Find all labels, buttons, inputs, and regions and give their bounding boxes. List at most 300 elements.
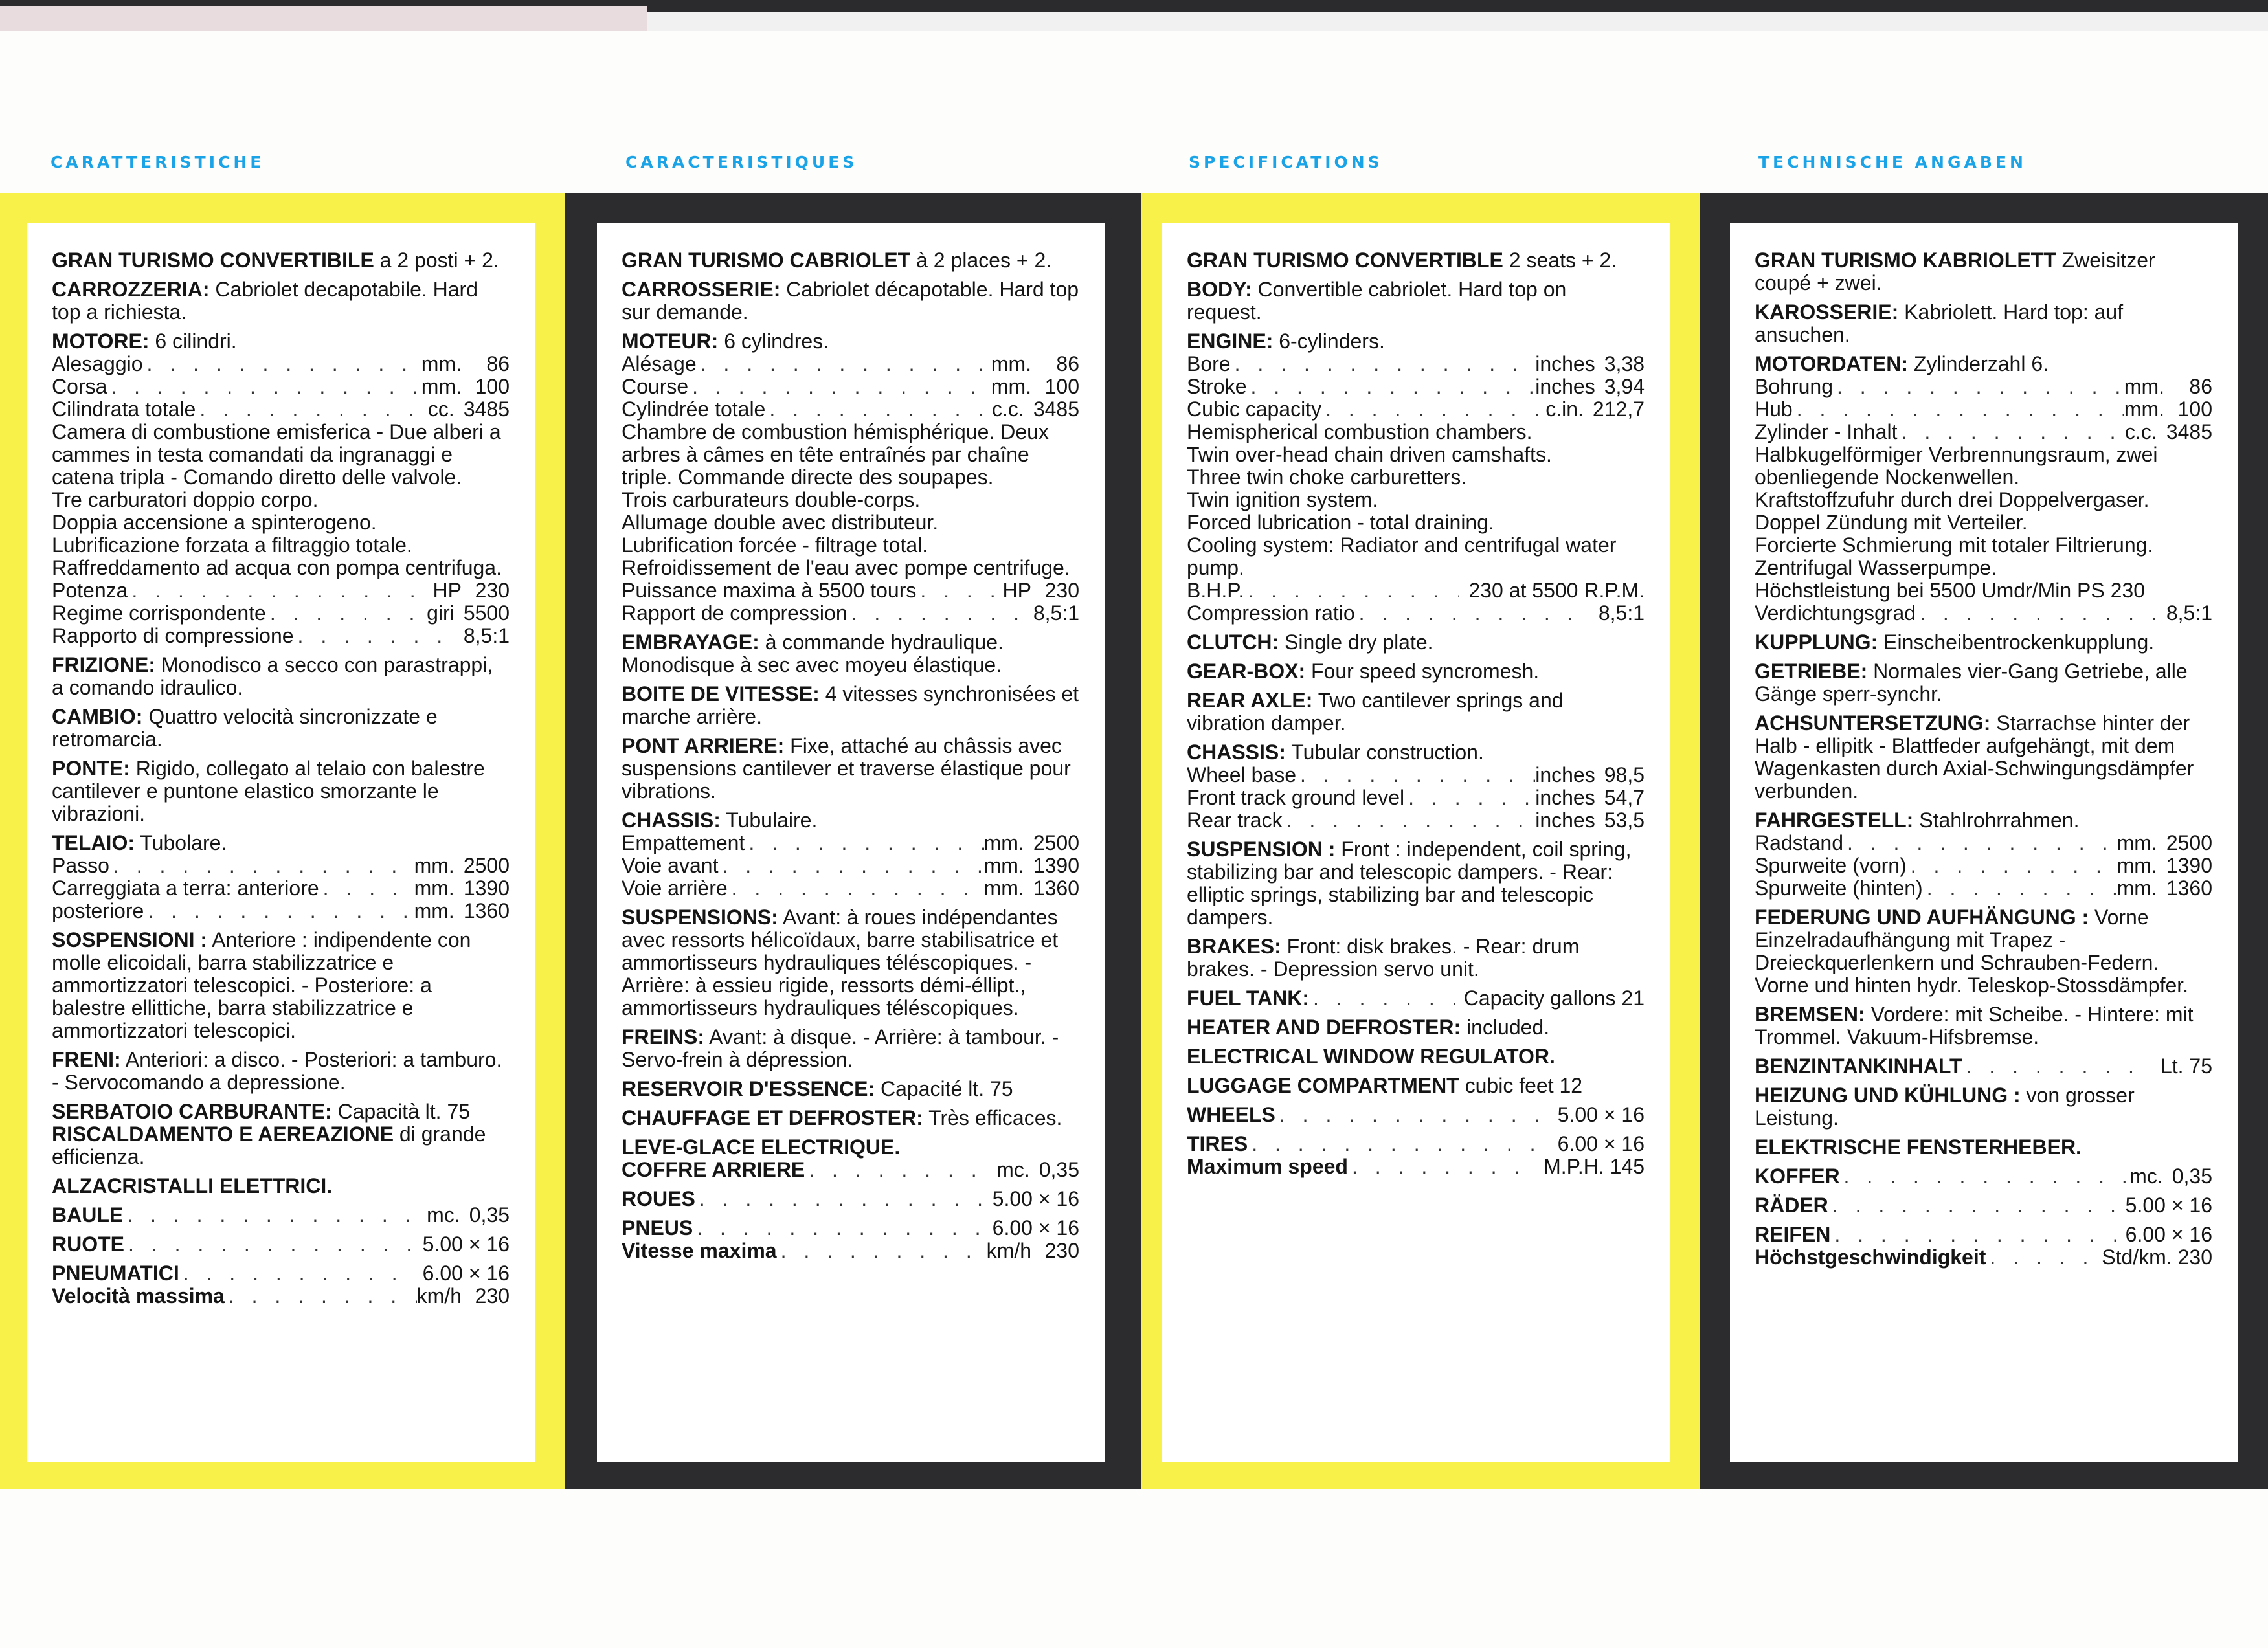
header-german: TECHNISCHE ANGABEN: [1758, 153, 2027, 172]
spec-card-italian: [27, 223, 535, 1462]
spec-section: [1187, 660, 1645, 683]
dot-leader: [1962, 1055, 2151, 1078]
spec-section: [622, 631, 1079, 676]
spec-section: [52, 706, 510, 751]
dot-leader: [1793, 398, 2124, 421]
spec-title: TELAIO:: [52, 831, 135, 854]
spec-row-value: 0,35: [1039, 1159, 1079, 1181]
spec-detail: cubic feet 12: [1459, 1074, 1583, 1097]
spec-list: [1755, 249, 2212, 1275]
spec-row-label: COFFRE ARRIERE: [622, 1159, 805, 1181]
spec-section: [1755, 1223, 2212, 1269]
spec-list: [1187, 249, 1645, 1185]
spec-detail: Très efficaces.: [923, 1106, 1062, 1130]
dot-leader: [1296, 764, 1535, 786]
spec-section: [1755, 1084, 2212, 1130]
spec-row: [1187, 398, 1645, 421]
dot-leader: [143, 353, 421, 375]
dot-leader: [123, 1204, 427, 1227]
spec-row-label: Maximum speed: [1187, 1155, 1348, 1178]
spec-row-label: Rapporto di compressione: [52, 625, 294, 647]
dot-leader: [688, 375, 991, 398]
spec-line: [622, 735, 1079, 803]
spec-line: [1187, 249, 1645, 272]
dot-leader: [1244, 579, 1459, 602]
spec-detail: Capacité lt. 75: [875, 1077, 1013, 1100]
spec-section: [1187, 935, 1645, 981]
spec-detail: Kabriolett. Hard top: auf ansuchen.: [1755, 300, 2124, 346]
dot-leader: [718, 854, 983, 877]
spec-line: [1755, 301, 2212, 346]
spec-row: [1755, 1223, 2212, 1246]
spec-text: Hemispherical combustion chambers.: [1187, 420, 1533, 443]
spec-row: [1187, 1133, 1645, 1155]
spec-row-unit: c.in.: [1545, 398, 1584, 421]
spec-row-unit: c.c.: [992, 398, 1024, 421]
spec-row-value: 212,7: [1592, 398, 1645, 421]
spec-line: [52, 330, 510, 353]
spec-section: [52, 1100, 510, 1168]
spec-row-label: Spurweite (hinten): [1755, 877, 1923, 900]
spec-row-value: 98,5: [1604, 764, 1645, 786]
spec-row: [1755, 421, 2212, 443]
spec-row-unit: inches: [1535, 353, 1595, 375]
spec-row-label: Bohrung: [1755, 375, 1833, 398]
spec-card-french: [597, 223, 1105, 1462]
spec-text: Doppel Zündung mit Verteiler.: [1755, 511, 2028, 534]
spec-line: [1187, 741, 1645, 764]
spec-section: [1755, 906, 2212, 997]
spec-text: Raffreddamento ad acqua con pompa centrifuga.: [52, 556, 502, 579]
spec-section: [622, 330, 1079, 625]
spec-line: [1187, 631, 1645, 654]
spec-section: [1187, 741, 1645, 832]
spec-title: BREMSEN:: [1755, 1003, 1865, 1026]
spec-title: CHAUFFAGE ET DEFROSTER:: [622, 1106, 923, 1130]
spec-section: [52, 278, 510, 324]
spec-line: [622, 906, 1079, 1019]
spec-detail: Convertible cabriolet. Hard top on request.: [1187, 278, 1567, 324]
spec-title: ELECTRICAL WINDOW REGULATOR.: [1187, 1045, 1555, 1068]
spec-section: [1187, 1104, 1645, 1126]
spec-line: [1755, 1136, 2212, 1159]
spec-card-german: [1730, 223, 2238, 1462]
spec-detail: Fixe, attaché au châssis avec suspensions cantilever et traverse élastique pour vibrations.: [622, 734, 1071, 803]
spec-row-label: BAULE: [52, 1204, 124, 1227]
top-edge: [0, 0, 2268, 31]
spec-text: Trois carburateurs double-corps.: [622, 488, 921, 511]
spec-row-unit: mm.: [983, 854, 1024, 877]
dot-leader: [1275, 1104, 1549, 1126]
spec-row-value: 230 at 5500 R.P.M.: [1468, 579, 1645, 602]
spec-row: [1187, 809, 1645, 832]
spec-title: SUSPENSION :: [1187, 838, 1336, 861]
dot-leader: [1923, 877, 2117, 900]
spec-line: [52, 1049, 510, 1094]
spec-title: SUSPENSIONS:: [622, 906, 778, 929]
spec-detail: Normales vier-Gang Getriebe, alle Gänge sperr-synchr.: [1755, 660, 2188, 706]
spec-section: [622, 1188, 1079, 1210]
spec-detail: Monodisco a secco con parastrappi, a comando idraulico.: [52, 653, 493, 699]
spec-row-label: Voie avant: [622, 854, 719, 877]
spec-row-value: 6.00 × 16: [422, 1262, 510, 1285]
spec-list: [622, 249, 1079, 1269]
spec-row-unit: km/h: [986, 1240, 1031, 1262]
spec-row: [622, 1188, 1079, 1210]
spec-text: Lubrificazione forzata a filtraggio totale.: [52, 533, 412, 557]
spec-row-value: 6.00 × 16: [1557, 1133, 1645, 1155]
spec-line: [1755, 1084, 2212, 1130]
spec-row: [622, 854, 1079, 877]
spec-row: [1755, 832, 2212, 854]
spec-row-label: Rear track: [1187, 809, 1283, 832]
spec-title: GRAN TURISMO CONVERTIBLE: [1187, 249, 1503, 272]
spec-title: GRAN TURISMO CABRIOLET: [622, 249, 911, 272]
spec-row-label: Alesaggio: [52, 353, 143, 375]
spec-text: Höchstleistung bei 5500 Umdr/Min PS 230: [1755, 579, 2145, 602]
spec-title: RISCALDAMENTO E AEREAZIONE: [52, 1122, 394, 1146]
spec-row: [1187, 1155, 1645, 1178]
dot-leader: [319, 877, 414, 900]
spec-row-value: 3485: [2166, 421, 2212, 443]
spec-text: Forcierte Schmierung mit totaler Filtrierung.: [1755, 533, 2153, 557]
spec-detail: a 2 posti + 2.: [374, 249, 499, 272]
spec-title: KAROSSERIE:: [1755, 300, 1899, 324]
spec-row-unit: inches: [1535, 764, 1595, 786]
spec-row-label: Zylinder - Inhalt: [1755, 421, 1898, 443]
spec-row: [1755, 1246, 2212, 1269]
spec-row-unit: HP: [1002, 579, 1031, 602]
spec-row-label: Hub: [1755, 398, 1793, 421]
spec-section: [622, 809, 1079, 900]
spec-row: [1755, 877, 2212, 900]
spec-row: [1187, 579, 1645, 602]
spec-line: [52, 1100, 510, 1123]
dot-leader: [225, 1285, 417, 1308]
spec-row-value: 2500: [463, 854, 510, 877]
spec-row-label: B.H.P.: [1187, 579, 1244, 602]
spec-title: ALZACRISTALLI ELETTRICI.: [52, 1174, 333, 1197]
spec-row-value: 5.00 × 16: [992, 1188, 1079, 1210]
spec-row-unit: mm.: [2116, 854, 2157, 877]
spec-section: [622, 735, 1079, 803]
spec-row-label: Höchstgeschwindigkeit: [1755, 1246, 1986, 1269]
spec-line: [1187, 1016, 1645, 1039]
spec-title: FRIZIONE:: [52, 653, 155, 676]
spec-row-unit: mc.: [996, 1159, 1030, 1181]
header-english: SPECIFICATIONS: [1189, 153, 1383, 172]
spec-row-label: WHEELS: [1187, 1104, 1275, 1126]
spec-title: PONT ARRIERE:: [622, 734, 785, 757]
spec-line: [1755, 1003, 2212, 1049]
spec-row-value: 8,5:1: [2166, 602, 2212, 625]
spec-detail: Front: disk brakes. - Rear: drum brakes. - Depression servo unit.: [1187, 935, 1580, 981]
spec-detail: Tubolare.: [134, 831, 227, 854]
header-french: CARACTERISTIQUES: [625, 153, 858, 172]
spec-section: [622, 278, 1079, 324]
spec-section: [1755, 301, 2212, 346]
spec-row-label: Bore: [1187, 353, 1231, 375]
spec-row: [1187, 353, 1645, 375]
spec-detail: 6 cylindres.: [718, 329, 829, 353]
spec-section: [622, 1136, 1079, 1181]
spec-row-value: 3485: [463, 398, 510, 421]
spec-title: HEATER AND DEFROSTER:: [1187, 1016, 1461, 1039]
spec-section: [1755, 660, 2212, 706]
spec-line: [622, 1136, 1079, 1159]
spec-row-value: 100: [1044, 375, 1079, 398]
spec-row-label: ROUES: [622, 1188, 695, 1210]
spec-row-unit: mm.: [421, 353, 462, 375]
spec-row-value: Std/km. 230: [2102, 1246, 2212, 1269]
spec-section: [1755, 809, 2212, 900]
spec-text: Zentrifugal Wasserpumpe.: [1755, 556, 1997, 579]
spec-section: [52, 757, 510, 825]
spec-title: KUPPLUNG:: [1755, 630, 1878, 654]
spec-row: [52, 1204, 510, 1227]
spec-text: Camera di combustione emisferica - Due alberi a cammes in testa comandati da ingranaggi e catena tripla - Comando diretto delle valvole.: [52, 420, 501, 489]
spec-row: [1187, 1104, 1645, 1126]
spec-section: [1187, 278, 1645, 324]
spec-line: [1755, 660, 2212, 706]
spec-title: SOSPENSIONI :: [52, 928, 208, 952]
spec-row-value: 86: [486, 353, 510, 375]
spec-row: [1187, 375, 1645, 398]
spec-detail: Anteriori: a disco. - Posteriori: a tamburo. - Servocomando a depressione.: [52, 1048, 502, 1094]
spec-text: Chambre de combustion hémisphérique. Deux arbres à câmes en tête entraînés par chaîne triple. Commande directe des soupapes.: [622, 420, 1049, 489]
spec-text: Cooling system: Radiator and centrifugal water pump.: [1187, 533, 1617, 579]
spec-row-unit: mm.: [2116, 832, 2157, 854]
spec-row-value: 230: [475, 1285, 510, 1308]
spec-detail: Cabriolet décapotable. Hard top sur demande.: [622, 278, 1079, 324]
spec-row-label: PNEUS: [622, 1217, 693, 1240]
spec-title: PONTE:: [52, 757, 130, 780]
spec-text: Allumage double avec distributeur.: [622, 511, 939, 534]
spec-title: GRAN TURISMO KABRIOLETT: [1755, 249, 2056, 272]
spec-row: [52, 353, 510, 375]
spec-row-unit: mm.: [983, 832, 1024, 854]
spec-title: CAMBIO:: [52, 705, 143, 728]
spec-row: [622, 353, 1079, 375]
spec-row-label: Velocità massima: [52, 1285, 225, 1308]
spec-row: [1755, 602, 2212, 625]
spec-detail: Front : independent, coil spring, stabilizing bar and telescopic dampers. - Rear: elliptic springs, stabilizing bar and telescopic dampers.: [1187, 838, 1632, 929]
spec-line: [52, 1123, 510, 1168]
spec-title: CHASSIS:: [622, 808, 721, 832]
spec-line: [622, 1026, 1079, 1071]
spec-row-unit: mm.: [991, 375, 1031, 398]
spec-row-label: Passo: [52, 854, 109, 877]
spec-row-label: Verdichtungsgrad: [1755, 602, 1916, 625]
spec-row-value: 6.00 × 16: [992, 1217, 1079, 1240]
dot-leader: [1404, 786, 1535, 809]
spec-row-value: 1390: [1033, 854, 1079, 877]
spec-title: LEVE-GLACE ELECTRIQUE.: [622, 1135, 901, 1159]
spec-row-label: BENZINTANKINHALT: [1755, 1055, 1962, 1078]
spec-line: [622, 249, 1079, 272]
spec-row-unit: mm.: [2124, 375, 2164, 398]
dot-leader: [1907, 854, 2117, 877]
spec-detail: Stahlrohrrahmen.: [1913, 808, 2080, 832]
spec-row-label: Cylindrée totale: [622, 398, 766, 421]
spec-row-value: 54,7: [1604, 786, 1645, 809]
spec-title: ELEKTRISCHE FENSTERHEBER.: [1755, 1135, 2082, 1159]
spec-row-unit: giri: [427, 602, 455, 625]
dot-leader: [1986, 1246, 2093, 1269]
spec-row: [52, 1285, 510, 1308]
spec-row-unit: mm.: [2124, 398, 2164, 421]
dot-leader: [1283, 809, 1536, 832]
spec-row-value: 0,35: [469, 1204, 510, 1227]
spec-title: FEDERUNG UND AUFHÄNGUNG :: [1755, 906, 2089, 929]
dot-leader: [745, 832, 983, 854]
spec-section: [1755, 1194, 2212, 1217]
spec-section: [622, 1217, 1079, 1262]
spec-row-unit: mm.: [414, 877, 455, 900]
spec-detail: Avant: à disque. - Arrière: à tambour. - Servo-frein à dépression.: [622, 1025, 1059, 1071]
spec-row: [52, 877, 510, 900]
spec-row-value: 2500: [1033, 832, 1079, 854]
spec-line: [622, 278, 1079, 324]
spec-line: [1755, 353, 2212, 375]
spec-row: [52, 602, 510, 625]
spec-detail: Starrachse hinter der Halb - ellipitk - Blattfeder aufgehängt, mit dem Wagenkasten durch Axial-Schwingungsdämpfer verbunden.: [1755, 711, 2194, 803]
spec-row: [1755, 1194, 2212, 1217]
spec-text: Forced lubrication - total draining.: [1187, 511, 1494, 534]
spec-line: [1755, 631, 2212, 654]
spec-section: [622, 249, 1079, 272]
dot-leader: [1830, 1223, 2116, 1246]
spec-section: [52, 249, 510, 272]
spec-row-label: Potenza: [52, 579, 128, 602]
dot-leader: [1843, 832, 2117, 854]
spec-row-unit: mm.: [421, 375, 462, 398]
spec-title: EMBRAYAGE:: [622, 630, 759, 654]
spec-line: [622, 1107, 1079, 1130]
dot-leader: [196, 398, 428, 421]
spec-row: [52, 1262, 510, 1285]
dot-leader: [728, 877, 984, 900]
dot-leader: [144, 900, 414, 922]
spec-detail: 2 seats + 2.: [1503, 249, 1617, 272]
spec-text: Doppia accensione a spinterogeno.: [52, 511, 377, 534]
spec-row: [52, 854, 510, 877]
spec-detail: Quattro velocità sincronizzate e retromarcia.: [52, 705, 438, 751]
spec-detail: Anteriore : indipendente con molle elicoidali, barra stabilizzatrice e ammortizzatori telescopici. - Posteriore: a balestre ellittiche, barra stabilizzatrice e ammortizzatori telescopici.: [52, 928, 471, 1042]
spec-title: MOTORDATEN:: [1755, 352, 1909, 375]
spec-row-label: REIFEN: [1755, 1223, 1831, 1246]
spec-row-unit: c.c.: [2125, 421, 2157, 443]
spec-detail: Four speed syncromesh.: [1305, 660, 1540, 683]
spec-row-label: Rapport de compression: [622, 602, 848, 625]
spec-line: [1187, 689, 1645, 735]
spec-row-value: 3,94: [1604, 375, 1645, 398]
spec-section: [622, 1026, 1079, 1071]
spec-detail: Two cantilever springs and vibration damper.: [1187, 689, 1564, 735]
spec-row-unit: inches: [1535, 786, 1595, 809]
spec-row-label: Corsa: [52, 375, 107, 398]
spec-detail: Zweisitzer coupé + zwei.: [1755, 249, 2155, 295]
spec-detail: Vorne Einzelradaufhängung mit Trapez - Dreieckquerlenkern und Schrauben-Federn. Vorne und hinten hydr. Teleskop-Stossdämpfer.: [1755, 906, 2189, 997]
spec-section: [622, 1107, 1079, 1130]
spec-row-value: 230: [1044, 1240, 1079, 1262]
spec-title: ENGINE:: [1187, 329, 1274, 353]
spec-detail: Capacità lt. 75: [331, 1100, 471, 1123]
spec-row-label: Vitesse maxima: [622, 1240, 777, 1262]
spec-row-value: 53,5: [1604, 809, 1645, 832]
spec-row: [52, 398, 510, 421]
spec-row-label: RUOTE: [52, 1233, 124, 1256]
spec-row: [622, 1159, 1079, 1181]
spec-row-value: M.P.H. 145: [1544, 1155, 1645, 1178]
spec-row-value: 230: [1044, 579, 1079, 602]
spec-row-unit: inches: [1535, 375, 1595, 398]
dot-leader: [1248, 1133, 1548, 1155]
spec-row-value: 86: [2189, 375, 2212, 398]
spec-row-unit: mm.: [414, 854, 455, 877]
spec-detail: 6-cylinders.: [1273, 329, 1385, 353]
dot-leader: [128, 579, 432, 602]
spec-title: FRENI:: [52, 1048, 121, 1071]
spec-row-unit: mc.: [2129, 1165, 2163, 1188]
spec-section: [1187, 249, 1645, 272]
dot-leader: [697, 353, 991, 375]
spec-row: [622, 832, 1079, 854]
spec-row-unit: cc.: [427, 398, 455, 421]
spec-title: MOTORE:: [52, 329, 150, 353]
spec-row-value: 1390: [463, 877, 510, 900]
spec-row-value: 5.00 × 16: [1557, 1104, 1645, 1126]
spec-row: [622, 1240, 1079, 1262]
spec-line: [1755, 249, 2212, 295]
spec-section: [1187, 1016, 1645, 1039]
spec-row-label: Compression ratio: [1187, 602, 1355, 625]
dot-leader: [1321, 398, 1545, 421]
spec-row-value: 1390: [2166, 854, 2212, 877]
spec-line: [622, 631, 1079, 676]
spec-row-unit: mm.: [2116, 877, 2157, 900]
spec-section: [52, 654, 510, 699]
spec-row-label: Spurweite (vorn): [1755, 854, 1907, 877]
spec-section: [1187, 987, 1645, 1010]
spec-title: GRAN TURISMO CONVERTIBILE: [52, 249, 374, 272]
spec-row: [1187, 764, 1645, 786]
spec-row-label: Carreggiata a terra: anteriore: [52, 877, 319, 900]
spec-line: [1187, 330, 1645, 353]
spec-title: BOITE DE VITESSE:: [622, 682, 820, 706]
spec-row-value: Lt. 75: [2160, 1055, 2212, 1078]
spec-line: [622, 1078, 1079, 1100]
dot-leader: [124, 1233, 414, 1256]
spec-row-label: Stroke: [1187, 375, 1247, 398]
spec-title: CARROZZERIA:: [52, 278, 210, 301]
spec-row: [1187, 987, 1645, 1010]
spec-row-value: 230: [475, 579, 510, 602]
spec-title: CHASSIS:: [1187, 740, 1286, 764]
spec-detail: Zylinderzahl 6.: [1908, 352, 2049, 375]
spec-title: MOTEUR:: [622, 329, 719, 353]
spec-row: [52, 579, 510, 602]
spec-row-label: posteriore: [52, 900, 144, 922]
spec-title: RESERVOIR D'ESSENCE:: [622, 1077, 875, 1100]
spec-detail: di grande efficienza.: [52, 1122, 486, 1168]
spec-row-value: 86: [1056, 353, 1079, 375]
spec-text: Lubrification forcée - filtrage total. Refroidissement de l'eau avec pompe centrifuge.: [622, 533, 1070, 579]
spec-row: [1755, 1055, 2212, 1078]
spec-row-unit: km/h: [416, 1285, 462, 1308]
spec-row: [622, 579, 1079, 602]
spec-row-label: KOFFER: [1755, 1165, 1840, 1188]
